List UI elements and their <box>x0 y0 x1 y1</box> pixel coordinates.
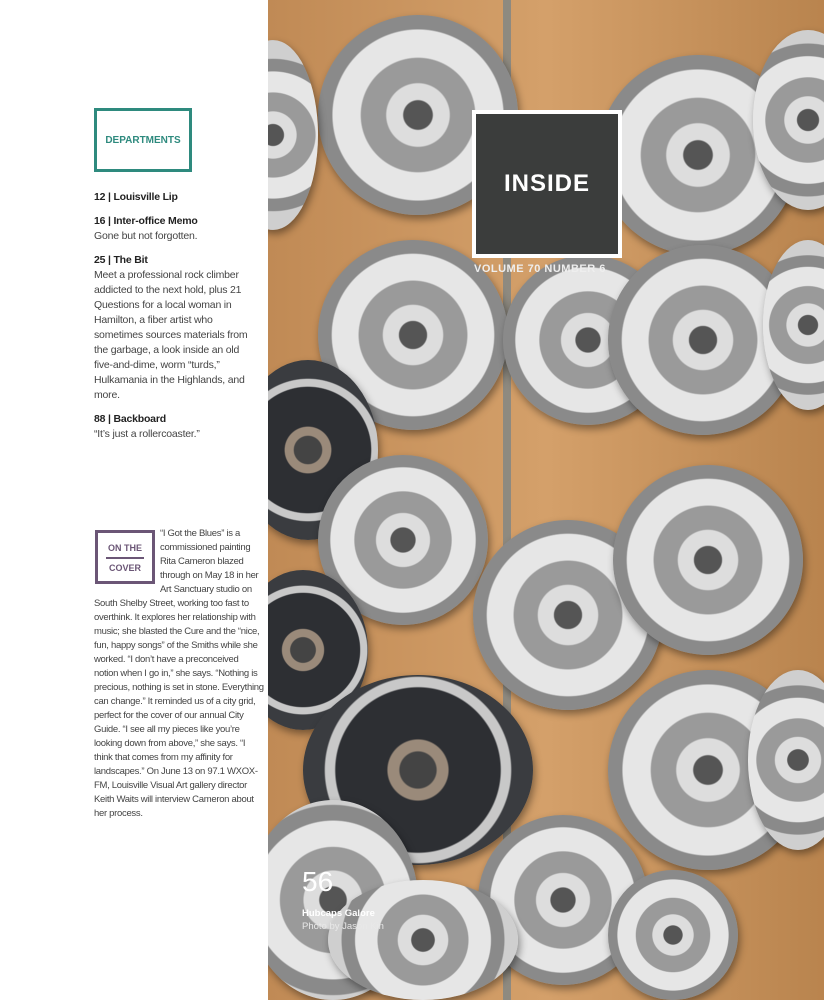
item-heading[interactable]: 88 | Backboard <box>94 413 166 425</box>
hubcap <box>608 870 738 1000</box>
item-heading[interactable]: 12 | Louisville Lip <box>94 191 178 203</box>
page-number: 56 <box>302 866 334 897</box>
item-heading[interactable]: 25 | The Bit <box>94 254 148 266</box>
hubcap <box>268 40 318 230</box>
table-of-contents-column <box>0 0 268 1000</box>
hubcap <box>328 880 518 1000</box>
item-heading[interactable]: 16 | Inter-office Memo <box>94 215 198 227</box>
inside-title: INSIDE <box>503 170 590 197</box>
caption-title: Hubcaps Galore <box>302 908 375 919</box>
item-description: Gone but not forgotten. <box>94 230 198 242</box>
label-top: ON THE <box>107 543 142 553</box>
list-item <box>94 214 260 244</box>
hubcap <box>613 465 803 655</box>
list-item <box>94 412 260 442</box>
volume-number: VOLUME 70 NUMBER 6 <box>474 263 606 275</box>
cover-text: “I Got the Blues” is a commissioned painting Rita Cameron blazed through on May 18 in her Art Sanctuary studio on South Shelby Street, working too fast to overthink. It explores her relationship with music; she blasted the Cure and the “nice, fun, happy songs” of the Smiths while she worked. “I don’t have a preconceived notion when I go in,” she says. “Nothing is precious, nothing is set in stone. Everything can change.” It reminded us of a city grid, perfect for the cover of our annual City Guide. “I see all my pieces like you’re looking down from above,” she says. “I think that comes from my affinity for landscapes.” On June 13 on 97.1 WXOX-FM, Louisville Visual Art gallery director Keith Waits will interview Cameron about her process. <box>94 528 264 819</box>
label-bottom: COVER <box>108 563 141 573</box>
list-item <box>94 190 260 205</box>
photo-credit: Photo by Jason Kin <box>302 921 384 932</box>
inside-title-box <box>472 110 622 258</box>
departments-label: DEPARTMENTS <box>94 108 192 172</box>
on-the-cover-label <box>95 530 155 584</box>
list-item <box>94 253 260 403</box>
item-description: Meet a professional rock climber addicted to the next hold, plus 21 Questions for a local woman in Hamilton, a fiber artist who sometimes sources materials from the garbage, a look inside an old five-and-dime, worm “turds,” Hulkamania in the Highlands, and more. <box>94 269 248 401</box>
item-description: “It’s just a rollercoaster.” <box>94 428 200 440</box>
departments-list <box>94 190 260 451</box>
divider <box>106 557 144 559</box>
